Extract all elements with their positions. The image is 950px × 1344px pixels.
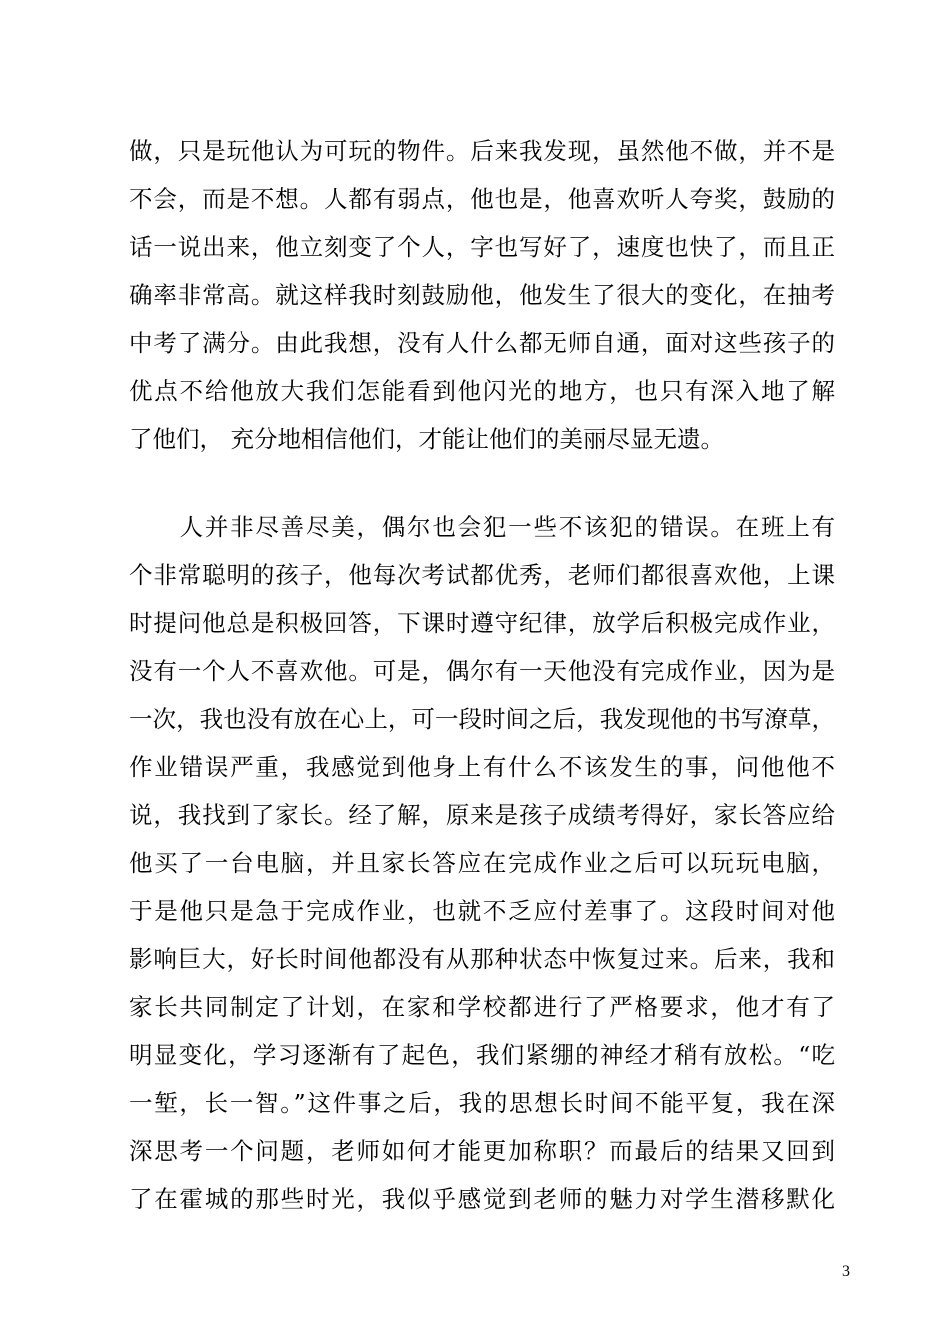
text-line: 说，我找到了家长。经了解，原来是孩子成绩考得好，家长答应给	[129, 801, 835, 829]
text-line: 话一说出来，他立刻变了个人，字也写好了，速度也快了，而且正	[129, 233, 835, 261]
text-line: 没有一个人不喜欢他。可是，偶尔有一天他没有完成作业，因为是	[129, 657, 835, 685]
text-line: 明显变化，学习逐渐有了起色，我们紧绷的神经才稍有放松。“吃	[129, 1041, 835, 1069]
text-line: 于是他只是急于完成作业，也就不乏应付差事了。这段时间对他	[129, 897, 835, 925]
text-line: 确率非常高。就这样我时刻鼓励他，他发生了很大的变化，在抽考	[129, 281, 835, 309]
text-line: 不会，而是不想。人都有弱点，他也是，他喜欢听人夸奖，鼓励的	[129, 185, 835, 213]
text-line: 一次，我也没有放在心上，可一段时间之后，我发现他的书写潦草，	[129, 705, 835, 733]
text-line: 影响巨大，好长时间他都没有从那种状态中恢复过来。后来，我和	[129, 945, 835, 973]
text-line: 做，只是玩他认为可玩的物件。后来我发现，虽然他不做，并不是	[129, 137, 835, 165]
text-line: 一堑，长一智。”这件事之后，我的思想长时间不能平复，我在深	[129, 1089, 835, 1117]
text-line: 他买了一台电脑，并且家长答应在完成作业之后可以玩玩电脑，	[129, 849, 835, 877]
text-line: 个非常聪明的孩子，他每次考试都优秀，老师们都很喜欢他，上课	[129, 561, 835, 589]
text-line: 中考了满分。由此我想，没有人什么都无师自通，面对这些孩子的	[129, 329, 835, 357]
text-line: 人并非尽善尽美，偶尔也会犯一些不该犯的错误。在班上有	[129, 513, 835, 541]
page-number: 3	[842, 1263, 850, 1280]
text-line: 家长共同制定了计划，在家和学校都进行了严格要求，他才有了	[129, 993, 835, 1021]
text-line: 时提问他总是积极回答，下课时遵守纪律，放学后积极完成作业，	[129, 609, 835, 637]
text-line: 了在霍城的那些时光，我似乎感觉到老师的魅力对学生潜移默化	[129, 1185, 835, 1213]
text-line: 了他们， 充分地相信他们，才能让他们的美丽尽显无遗。	[129, 425, 724, 453]
text-line: 作业错误严重，我感觉到他身上有什么不该发生的事，问他他不	[129, 753, 835, 781]
text-line: 深思考一个问题，老师如何才能更加称职？而最后的结果又回到	[129, 1137, 835, 1165]
text-line: 优点不给他放大我们怎能看到他闪光的地方，也只有深入地了解	[129, 377, 835, 405]
